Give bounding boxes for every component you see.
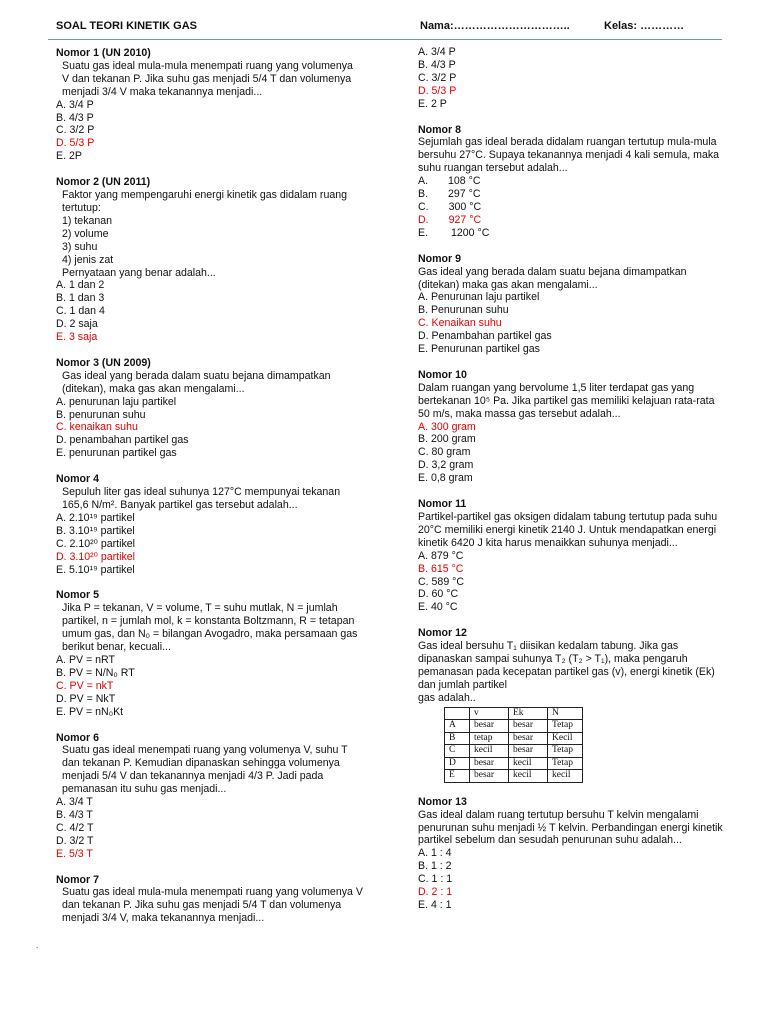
question-stem-line: tertutup: [62,201,101,214]
question-block [418,369,748,485]
question-block [56,874,392,926]
question-stem-line: suhu ruangan tersebut adalah... [418,162,568,175]
question-block [56,357,392,460]
question-stem-line: Partikel-partikel gas oksigen didalam tabung tertutup pada suhu [418,511,718,523]
question-stem-line: Gas ideal yang berada dalam suatu bejana dimampatkan [418,265,687,278]
question-block [418,627,748,782]
question-stem-line: menjadi 3/4 V, maka tekanannya menjadi... [62,912,265,925]
question-block [56,176,392,344]
table-cell: B [445,732,470,745]
table-cell: kecil [509,757,548,770]
question-title: Nomor 10 [418,368,467,381]
correct-answer-option: B. 615 °C [418,562,464,575]
option-letter: E. [418,226,429,239]
question-stem-line: pemanasan itu suhu gas menjadi... [62,783,227,796]
answer-option [418,188,748,201]
answer-option: A. 2.10¹⁹ partikel [56,511,135,524]
answer-option: A. 3/4 P [56,98,94,111]
table-cell: D [445,757,470,770]
answer-option: A. 3/4 P [418,46,456,58]
question-title: Nomor 2 (UN 2011) [56,176,151,189]
answer-option: B. 1 dan 3 [56,292,105,305]
question-stem-line: 4) jenis zat [62,253,114,266]
option-text: 108 °C [448,175,481,188]
question-stem-line: Jika P = tekanan, V = volume, T = suhu mutlak, N = jumlah [62,602,338,615]
name-field: Nama:………………………….. [420,20,570,32]
question-stem-line: pemanasan pada kecepatan partikel gas (v), energi kinetik (Ek) [418,665,715,678]
correct-answer-option: D. 3.10²⁰ partikel [56,550,136,563]
question-title: Nomor 1 (UN 2010) [56,47,151,59]
correct-answer-option: D. 5/3 P [418,84,457,97]
question-stem-line: 1) tekanan [62,214,113,227]
answer-option: B. 4/3 P [418,58,456,71]
correct-answer-option: D. 2 : 1 [418,886,453,899]
table-cell: kecil [470,745,509,758]
question-stem-line: umum gas, dan N₀ = bilangan Avogadro, maka persamaan gas [62,628,358,641]
question-block [56,589,392,718]
question-stem-line: V dan tekanan P. Jika suhu gas menjadi 5/4 T dan volumenya [62,72,352,85]
answer-option: B. 1 : 2 [418,860,452,873]
answer-option: A. 1 : 4 [418,847,452,860]
option-text: 297 °C [448,188,481,201]
question-stem-line: 3) suhu [62,240,98,253]
question-stem-line: Faktor yang mempengaruhi energi kinetik gas didalam ruang [62,189,348,202]
answer-option: E. PV = nN₀Kt [56,705,124,718]
answer-option [418,175,748,188]
question-stem-line: (ditekan), maka gas akan mengalami... [62,382,245,395]
table-cell: kecil [548,770,583,783]
question-stem-line: 20°C memiliki energi kinetik 2140 J. Untuk mendapatkan energi [418,523,717,536]
answer-option: E. 2P [56,150,82,163]
correct-answer-option: C. Kenaikan suhu [418,317,502,330]
question-title: Nomor 11 [418,498,467,511]
answer-option [418,227,748,240]
question-stem-line: 2) volume [62,227,109,240]
answer-option: E. 4 : 1 [418,898,452,911]
option-letter: C. [418,200,429,213]
correct-answer-option: E. 3 saja [56,331,98,344]
answer-option: D. 60 °C [418,588,459,601]
question-stem-line: Sepuluh liter gas ideal suhunya 127°C mempunyai tekanan [62,486,341,499]
table-cell: Tetap [548,757,583,770]
answer-option: E. 5.10¹⁹ partikel [56,563,135,576]
left-column [56,47,392,938]
table-cell: besar [509,745,548,758]
answer-option: C. 1 : 1 [418,873,453,886]
answer-option: E. 2 P [418,97,447,110]
question-stem-line: berikut benar, kecuali... [62,641,171,654]
answer-option: A. penurunan laju partikel [56,395,177,408]
table-cell: C [445,745,470,758]
table-cell: besar [470,770,509,783]
table-cell: A [445,720,470,733]
question-title: Nomor 12 [418,627,467,640]
answer-option: C. 1 dan 4 [56,305,105,318]
class-field: Kelas: ………… [604,20,685,32]
question-stem-line: menjadi 3/4 V maka tekanannya menjadi... [62,85,263,98]
answer-option: B. 4/3 T [56,808,93,821]
answer-option: C. 4/2 T [56,821,94,834]
question-stem-line: menjadi 5/4 V dan tekanannya menjadi 4/3 P. Jadi pada [62,770,324,783]
answer-option: C. 3/2 P [418,71,457,84]
answer-option: D. penambahan partikel gas [56,434,189,447]
option-letter: B. [418,188,429,201]
table-header-cell: v [470,707,509,720]
answer-option: B. PV = N/N₀ RT [56,666,135,679]
question-stem-line: dan tekanan P. Kemudian dipanaskan sehingga volumenya [62,757,340,770]
question-stem-line: Pernyataan yang benar adalah... [62,266,216,279]
right-column [418,46,748,925]
question-stem-line: 165,6 N/m². Banyak partikel gas tersebut adalah... [62,499,298,511]
answer-option: C. 589 °C [418,575,465,588]
question-stem-line: kinetik 6420 J kita harus menaikkan suhunya menjadi... [418,536,678,549]
answer-option: B. 200 gram [418,433,476,446]
question-title: Nomor 8 [418,123,461,136]
question-title: Nomor 9 [418,252,461,265]
answer-option: A. 3/4 T [56,796,93,809]
answer-table [444,707,583,783]
answer-option: A. PV = nRT [56,653,115,666]
table-row [445,732,583,745]
table-row [445,770,583,783]
answer-option: C. 3/2 P [56,124,95,137]
table-cell: besar [470,720,509,733]
question-stem-line: dan tekanan P. Jika suhu gas menjadi 5/4 T dan volumenya [62,899,342,912]
answer-option: A. 1 dan 2 [56,279,105,292]
table-header-row [445,707,583,720]
question-stem-line: 50 m/s, maka massa gas tersebut adalah... [418,407,621,420]
question-stem-line: Gas ideal bersuhu T₁ diisikan kedalam tabung. Jika gas [418,640,679,653]
table-row [445,720,583,733]
question-block [418,498,748,614]
question-stem-line: Suatu gas ideal mula-mula menempati ruang yang volumenya [62,59,353,72]
answer-option: D. PV = NkT [56,692,116,705]
page-title: SOAL TEORI KINETIK GAS [56,20,197,32]
answer-option: B. 3.10¹⁹ partikel [56,524,135,537]
correct-answer-option [418,214,748,227]
answer-option: D. 3,2 gram [418,459,474,472]
correct-answer-option: C. PV = nkT [56,679,114,692]
table-cell: tetap [470,732,509,745]
table-row [445,745,583,758]
correct-answer-option: D. 5/3 P [56,137,95,150]
answer-option: B. penurunan suhu [56,408,146,421]
answer-option: E. Penurunan partikel gas [418,343,540,356]
table-cell: besar [470,757,509,770]
question-stem-line: bertekanan 10⁵ Pa. Jika partikel gas memiliki kelajuan rata-rata [418,394,715,407]
question-title: Nomor 6 [56,731,99,744]
question-stem-line: Gas ideal dalam ruang tertutup bersuhu T kelvin mengalami [418,808,699,821]
question-title: Nomor 13 [418,795,467,808]
table-header-cell: Ek [509,707,548,720]
answer-option: E. 40 °C [418,601,458,614]
continued-options [418,46,748,111]
question-block [56,473,392,576]
answer-option: B. Penurunan suhu [418,304,509,317]
table-row [445,757,583,770]
header-divider [48,39,722,40]
table-cell: kecil [509,770,548,783]
answer-option: C. 80 gram [418,446,471,459]
table-cell: Tetap [548,720,583,733]
question-title: Nomor 4 [56,473,99,486]
table-header-cell [445,707,470,720]
question-stem-line: Dalam ruangan yang bervolume 1,5 liter terdapat gas yang [418,381,695,394]
question-block [56,47,392,163]
answer-option: C. 2.10²⁰ partikel [56,537,136,550]
answer-option [418,201,748,214]
correct-answer-option: C. kenaikan suhu [56,421,138,434]
answer-option: D. Penambahan partikel gas [418,330,552,343]
table-cell: E [445,770,470,783]
answer-option: E. penurunan partikel gas [56,447,177,460]
question-block [418,124,748,240]
question-stem-line: gas adalah.. [418,691,476,704]
correct-answer-option: E. 5/3 T [56,847,93,860]
table-cell: Tetap [548,745,583,758]
correct-answer-option: A. 300 gram [418,420,476,433]
answer-option: A. Penurunan laju partikel [418,291,540,304]
option-text: 1200 °C [448,226,490,239]
answer-option: E. 0,8 gram [418,472,473,485]
question-stem-line: dipanaskan sampai suhunya T₂ (T₂ > T₁), maka pengaruh [418,653,688,666]
table-cell: Kecil [548,732,583,745]
table-cell: besar [509,720,548,733]
question-stem-line: Sejumlah gas ideal berada didalam ruangan tertutup mula-mula [418,136,717,149]
option-text: 300 °C [448,200,482,213]
question-stem-line: dan jumlah partikel [418,678,507,691]
question-stem-line: (ditekan) maka gas akan mengalami... [418,278,598,291]
question-title: Nomor 7 [56,873,99,886]
question-stem-line: bersuhu 27°C. Supaya tekanannya menjadi 4 kali semula, maka [418,149,720,162]
answer-option: D. 3/2 T [56,834,94,847]
table-cell: besar [509,732,548,745]
question-stem-line: partikel, n = jumlah mol, k = konstanta Boltzmann, R = tetapan [62,615,355,628]
option-letter: A. [418,175,429,188]
option-text: 927 °C [448,213,482,226]
answer-option: B. 4/3 P [56,111,94,124]
question-stem-line: Suatu gas ideal menempati ruang yang volumenya V, suhu T [62,744,348,757]
question-block [56,732,392,861]
question-block [418,796,748,912]
option-letter: D. [418,213,429,226]
answer-option: D. 2 saja [56,318,98,331]
question-title: Nomor 3 (UN 2009) [56,356,151,369]
footer-mark: . [36,941,39,950]
question-stem-line: Gas ideal yang berada dalam suatu bejana dimampatkan [62,369,331,382]
question-block [418,253,748,356]
question-stem-line: Suatu gas ideal mula-mula menempati ruang yang volumenya V [62,886,363,899]
question-stem-line: penurunan suhu menjadi ½ T kelvin. Perbandingan energi kinetik [418,821,723,834]
question-stem-line: partikel sebelum dan sesudah penurunan suhu adalah... [418,834,682,847]
table-header-cell: N [548,707,583,720]
question-title: Nomor 5 [56,589,99,602]
answer-option: A. 879 °C [418,549,464,562]
